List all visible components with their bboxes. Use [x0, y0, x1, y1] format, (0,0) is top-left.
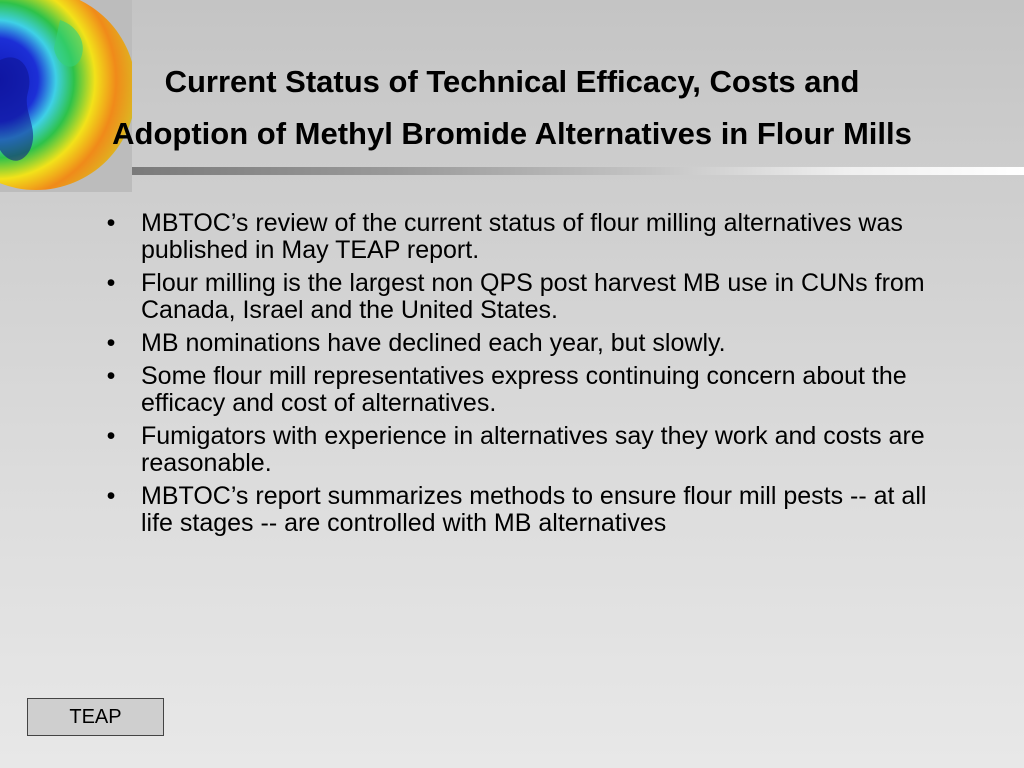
slide-title-line-1: Current Status of Technical Efficacy, Costs and	[164, 64, 860, 99]
bullet-marker: •	[106, 422, 116, 450]
bullet-item	[101, 483, 961, 537]
bullet-marker: •	[106, 209, 116, 237]
slide-title	[40, 56, 984, 160]
bullet-marker: •	[106, 362, 116, 390]
bullet-text: MB nominations have declined each year, but slowly.	[141, 329, 726, 357]
bullet-text: MBTOC’s report summarizes methods to ensure flour mill pests -- at all life stages -- are controlled with MB alternatives	[141, 482, 927, 537]
bullet-list	[101, 210, 961, 543]
bullet-item	[101, 270, 961, 324]
slide-title-line-2: Adoption of Methyl Bromide Alternatives in Flour Mills	[112, 116, 912, 151]
bullet-item	[101, 423, 961, 477]
bullet-item	[101, 330, 961, 357]
bullet-item	[101, 363, 961, 417]
bullet-marker: •	[106, 329, 116, 357]
teap-footer-box	[27, 698, 164, 736]
bullet-item	[101, 210, 961, 264]
title-divider	[132, 167, 1024, 175]
bullet-text: MBTOC’s review of the current status of flour milling alternatives was published in May TEAP report.	[141, 209, 903, 264]
bullet-text: Some flour mill representatives express continuing concern about the efficacy and cost of alternatives.	[141, 362, 907, 417]
bullet-text: Flour milling is the largest non QPS post harvest MB use in CUNs from Canada, Israel and the United States.	[141, 269, 925, 324]
bullet-text: Fumigators with experience in alternatives say they work and costs are reasonable.	[141, 422, 925, 477]
teap-label: TEAP	[69, 705, 122, 728]
bullet-marker: •	[106, 482, 116, 510]
bullet-marker: •	[106, 269, 116, 297]
